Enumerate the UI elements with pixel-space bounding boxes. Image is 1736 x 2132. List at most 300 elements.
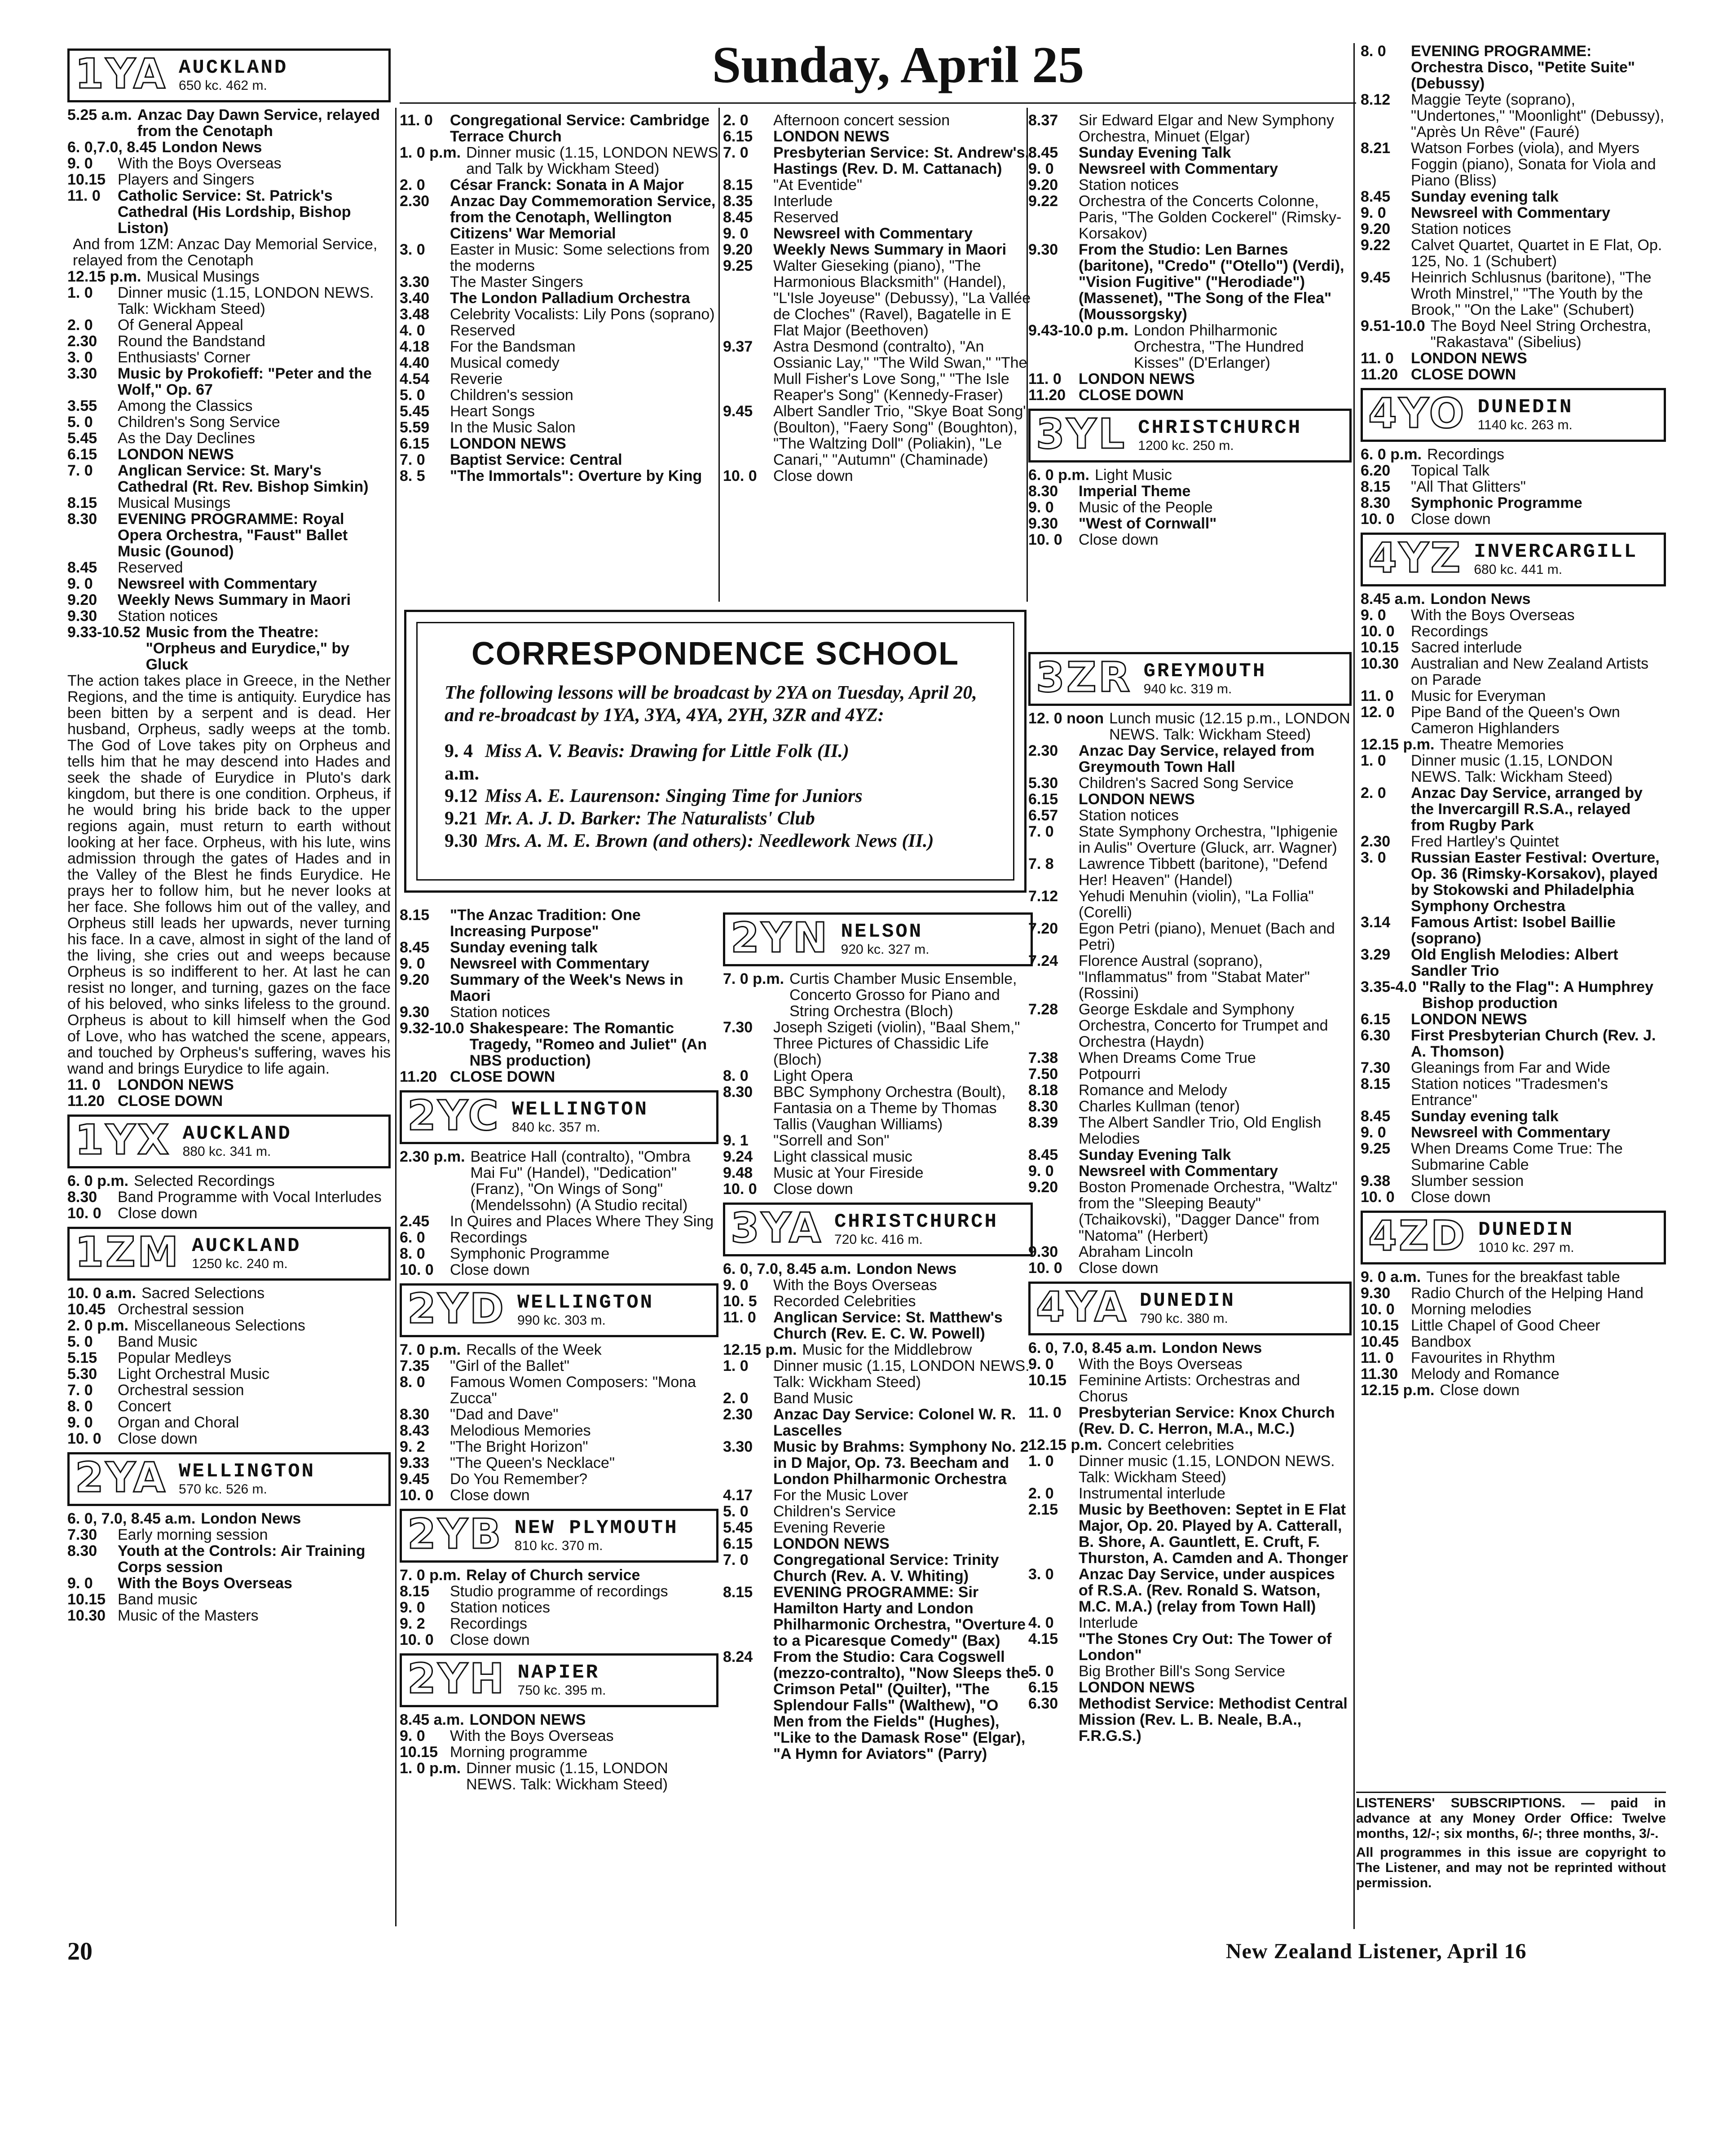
station-frequency: 880 kc. 341 m. bbox=[182, 1144, 271, 1159]
programme-time: 8.30 bbox=[67, 1189, 97, 1206]
programme-time: 9. 0 bbox=[1361, 204, 1386, 221]
programme-title: London News bbox=[162, 139, 262, 156]
programme-title: With the Boys Overseas bbox=[1079, 1356, 1243, 1373]
station-call-sign: 4YO bbox=[1368, 389, 1466, 437]
programme-entry bbox=[723, 193, 1033, 209]
programme-entry bbox=[1361, 92, 1666, 140]
programme-time: 6.15 bbox=[1028, 1679, 1058, 1696]
programme-title: Recalls of the Week bbox=[466, 1341, 602, 1358]
station-frequency: 1010 kc. 297 m. bbox=[1478, 1240, 1574, 1255]
programme-entry bbox=[723, 1309, 1033, 1342]
programme-entry bbox=[400, 436, 718, 452]
programme-time: 1. 0 p.m. bbox=[400, 1760, 461, 1777]
programme-time: 11. 0 bbox=[67, 1076, 101, 1093]
programme-entry bbox=[723, 177, 1033, 193]
programme-time: 7.35 bbox=[400, 1357, 430, 1374]
programme-time: 12.15 p.m. bbox=[1361, 1382, 1435, 1399]
programme-title: LONDON NEWS bbox=[1411, 1011, 1527, 1028]
station-frequency: 1140 kc. 263 m. bbox=[1477, 418, 1573, 432]
programme-title: Radio Church of the Helping Hand bbox=[1411, 1285, 1643, 1302]
programme-title: "West of Cornwall" bbox=[1079, 515, 1217, 532]
programme-entry bbox=[1361, 1366, 1666, 1382]
programme-title: Sir Edward Elgar and New Symphony Orchestra, Minuet (Elgar) bbox=[1079, 112, 1334, 145]
programme-entry bbox=[67, 495, 391, 511]
programme-title: "All That Glitters" bbox=[1411, 478, 1526, 495]
programme-title: With the Boys Overseas bbox=[118, 1575, 292, 1592]
programme-time: 11. 0 bbox=[1028, 1404, 1062, 1421]
programme-title: London Philharmonic Orchestra, "The Hundred Kisses" (D'Erlanger) bbox=[1134, 322, 1304, 371]
programme-title: Station notices bbox=[1411, 220, 1511, 238]
programme-time: 9.30 bbox=[1361, 1285, 1391, 1302]
programme-title: State Symphony Orchestra, "Iphigenie in Aulis" Overture (Gluck, arr. Wagner) bbox=[1079, 823, 1338, 856]
programme-entry bbox=[1028, 242, 1352, 322]
programme-entry bbox=[1361, 1173, 1666, 1189]
programme-entry bbox=[400, 387, 718, 403]
programme-title: Symphonic Programme bbox=[1411, 494, 1582, 511]
station-logo-1ya bbox=[67, 48, 391, 102]
programme-title: Walter Gieseking (piano), "The Harmonious Blacksmith" (Handel), "L'Isle Joyeuse" (Debussy), "La Vallée de Cloches" (Ravel), Bagatelle in E Flat Major (Beethoven) bbox=[773, 257, 1031, 339]
schedule-2yc bbox=[400, 1149, 718, 1278]
programme-time: 8.45 a.m. bbox=[400, 1711, 464, 1728]
programme-entry bbox=[67, 446, 391, 463]
programme-time: 2. 0 bbox=[1028, 1485, 1054, 1502]
programme-entry bbox=[1361, 656, 1666, 688]
programme-entry bbox=[400, 355, 718, 371]
programme-entry bbox=[400, 193, 718, 242]
programme-entry bbox=[400, 177, 718, 193]
programme-time: 6.15 bbox=[67, 446, 97, 463]
programme-title: Close down bbox=[118, 1430, 198, 1447]
programme-time: 5.30 bbox=[67, 1366, 97, 1383]
programme-entry bbox=[67, 1382, 391, 1398]
programme-entry bbox=[1361, 914, 1666, 947]
column-2-lower bbox=[400, 907, 718, 1793]
programme-time: 6. 0 p.m. bbox=[1028, 467, 1090, 484]
programme-entry bbox=[723, 1584, 1033, 1649]
station-logo-4yz bbox=[1361, 533, 1666, 586]
programme-time: 9.37 bbox=[723, 338, 753, 355]
programme-title: Gleanings from Far and Wide bbox=[1411, 1059, 1611, 1076]
programme-time: 9.32-10.0 bbox=[400, 1020, 464, 1037]
programme-title: Newsreel with Commentary bbox=[773, 225, 973, 242]
station-frequency: 750 kc. 395 m. bbox=[517, 1683, 606, 1698]
programme-time: 7.30 bbox=[1361, 1059, 1391, 1076]
programme-entry bbox=[1028, 1437, 1352, 1453]
programme-title: Sunday evening talk bbox=[1411, 188, 1559, 205]
programme-time: 6.15 bbox=[400, 435, 430, 452]
programme-time: 7. 0 bbox=[1028, 823, 1054, 840]
programme-entry bbox=[1028, 1147, 1352, 1163]
programme-entry bbox=[1361, 269, 1666, 318]
programme-entry bbox=[400, 419, 718, 436]
programme-entry bbox=[723, 1536, 1033, 1552]
programme-time: 8. 0 bbox=[1361, 43, 1386, 60]
programme-entry bbox=[400, 1004, 718, 1020]
programme-title: Among the Classics bbox=[118, 397, 253, 414]
programme-entry bbox=[1028, 856, 1352, 888]
programme-entry bbox=[400, 1728, 718, 1744]
programme-time: 11. 0 bbox=[1028, 370, 1062, 388]
programme-time: 6. 0, 7.0, 8.45 a.m. bbox=[67, 1510, 196, 1527]
programme-title: Early morning session bbox=[118, 1526, 268, 1543]
programme-entry bbox=[723, 1293, 1033, 1309]
station-logo-2yn bbox=[723, 912, 1033, 966]
programme-entry bbox=[1028, 1244, 1352, 1260]
lesson-title: Miss A. E. Laurenson: Singing Time for Juniors bbox=[485, 786, 863, 806]
programme-time: 9.43-10.0 p.m. bbox=[1028, 322, 1129, 339]
programme-entry bbox=[1361, 1317, 1666, 1334]
station-city: DUNEDIN bbox=[1478, 1219, 1574, 1241]
station-logo-3zr bbox=[1028, 652, 1352, 706]
programme-title: Anzac Day Service: Colonel W. R. Lascelles bbox=[773, 1406, 1016, 1439]
programme-title: Children's Song Service bbox=[118, 414, 280, 431]
programme-entry bbox=[67, 430, 391, 446]
programme-title: Anzac Day Service, relayed from Greymouth Town Hall bbox=[1079, 742, 1315, 775]
programme-entry bbox=[400, 1487, 718, 1503]
programme-entry bbox=[723, 1068, 1033, 1084]
programme-entry bbox=[67, 1350, 391, 1366]
lesson-list bbox=[445, 740, 986, 852]
station-call-sign: 4YA bbox=[1036, 1283, 1128, 1331]
programme-entry bbox=[723, 1552, 1033, 1584]
programme-entry bbox=[67, 333, 391, 349]
schedule-3ya-continued bbox=[1028, 112, 1352, 403]
programme-title: Lawrence Tibbett (baritone), "Defend Her! Heaven" (Handel) bbox=[1079, 855, 1328, 889]
programme-title: When Dreams Come True: The Submarine Cable bbox=[1411, 1140, 1623, 1173]
programme-entry bbox=[1361, 318, 1666, 350]
programme-entry bbox=[400, 1342, 718, 1358]
programme-entry bbox=[723, 1439, 1033, 1487]
programme-title: Music of the People bbox=[1079, 499, 1213, 516]
programme-title: Sunday Evening Talk bbox=[1079, 1146, 1231, 1163]
programme-time: 5. 0 bbox=[723, 1503, 749, 1520]
programme-time: 9.24 bbox=[723, 1148, 753, 1165]
programme-title: Music by Prokofieff: "Peter and the Wolf," Op. 67 bbox=[118, 365, 372, 398]
programme-title: Band music bbox=[118, 1591, 198, 1608]
programme-title: Calvet Quartet, Quartet in E Flat, Op. 125, No. 1 (Schubert) bbox=[1411, 237, 1662, 270]
programme-time: 10. 0 bbox=[400, 1487, 434, 1504]
programme-time: 11. 0 bbox=[723, 1309, 756, 1326]
programme-entry bbox=[1028, 1050, 1352, 1066]
programme-title: LONDON NEWS bbox=[118, 446, 234, 463]
programme-title: Musical comedy bbox=[450, 354, 560, 371]
programme-title: Romance and Melody bbox=[1079, 1082, 1227, 1099]
schedule-1yx bbox=[67, 1173, 391, 1221]
programme-entry bbox=[1028, 807, 1352, 824]
programme-entry bbox=[1361, 1269, 1666, 1285]
programme-entry bbox=[1361, 736, 1666, 753]
programme-entry bbox=[400, 1246, 718, 1262]
programme-entry bbox=[67, 1334, 391, 1350]
programme-time: 9.30 bbox=[1028, 1243, 1058, 1260]
programme-time: 9.25 bbox=[1361, 1140, 1391, 1157]
programme-entry bbox=[67, 1366, 391, 1382]
programme-time: 7.24 bbox=[1028, 952, 1058, 969]
programme-entry bbox=[67, 414, 391, 430]
programme-entry bbox=[67, 1301, 391, 1317]
programme-time: 9. 0 bbox=[1028, 160, 1054, 177]
programme-time: 7. 0 bbox=[67, 1382, 93, 1399]
programme-title: "The Bright Horizon" bbox=[450, 1438, 588, 1455]
programme-title: Methodist Service: Methodist Central Mission (Rev. L. B. Neale, B.A., F.R.G.S.) bbox=[1079, 1695, 1348, 1744]
schedule-1ya bbox=[67, 107, 391, 673]
station-frequency: 680 kc. 441 m. bbox=[1474, 562, 1563, 577]
schedule-2yh-continued bbox=[723, 112, 1033, 484]
lesson-time: 9.30 bbox=[445, 831, 478, 851]
programme-time bbox=[67, 236, 73, 269]
programme-entry bbox=[400, 1406, 718, 1423]
station-call-sign: 2YA bbox=[75, 1454, 167, 1502]
programme-title: Recorded Celebrities bbox=[773, 1293, 916, 1310]
schedule-1ya-end bbox=[67, 1077, 391, 1109]
programme-time: 6. 0 p.m. bbox=[1361, 446, 1422, 463]
programme-entry bbox=[723, 1019, 1033, 1068]
schedule-2ya-evening bbox=[400, 907, 718, 1085]
programme-title: Close down bbox=[773, 1181, 853, 1198]
programme-entry bbox=[1361, 623, 1666, 639]
programme-title: Dinner music (1.15, LONDON NEWS. Talk: Wickham Steed) bbox=[773, 1357, 1030, 1391]
programme-time: 4.18 bbox=[400, 338, 430, 355]
programme-time: 3.29 bbox=[1361, 946, 1391, 963]
programme-entry bbox=[1028, 1163, 1352, 1179]
column-rule-2 bbox=[718, 108, 720, 602]
programme-title: Reserved bbox=[773, 209, 839, 226]
programme-title: "Girl of the Ballet" bbox=[450, 1357, 570, 1374]
programme-title: LONDON NEWS bbox=[1411, 350, 1527, 367]
programme-title: Music from the Theatre: "Orpheus and Eurydice," by Gluck bbox=[145, 624, 350, 673]
programme-time: 10. 0 bbox=[67, 1430, 101, 1447]
programme-time: 8.21 bbox=[1361, 140, 1391, 157]
programme-time: 11. 0 bbox=[67, 187, 101, 204]
programme-title: Concert bbox=[118, 1398, 172, 1415]
programme-time: 9.30 bbox=[400, 1004, 430, 1021]
programme-entry bbox=[723, 1649, 1033, 1762]
correspondence-school-heading: CORRESPONDENCE SCHOOL bbox=[471, 636, 960, 672]
programme-title: Fred Hartley's Quintet bbox=[1411, 833, 1559, 850]
programme-entry bbox=[1361, 1141, 1666, 1173]
programme-time: 10.15 bbox=[1361, 639, 1399, 656]
station-logo-3yl bbox=[1028, 409, 1352, 463]
programme-title: Of General Appeal bbox=[118, 317, 243, 334]
column-2-upper bbox=[400, 112, 718, 484]
programme-time: 8.45 bbox=[67, 559, 97, 576]
programme-entry bbox=[1361, 833, 1666, 850]
programme-title: Egon Petri (piano), Menuet (Bach and Petri) bbox=[1079, 920, 1335, 953]
page-title: Sunday, April 25 bbox=[712, 36, 1084, 94]
programme-title: LONDON NEWS bbox=[773, 128, 890, 145]
programme-title: Music for the Middlebrow bbox=[802, 1341, 972, 1358]
programme-title: LONDON NEWS bbox=[1079, 791, 1195, 808]
programme-title: Tunes for the breakfast table bbox=[1426, 1269, 1620, 1286]
programme-time: 1. 0 p.m. bbox=[400, 144, 461, 161]
programme-title: Sunday evening talk bbox=[1411, 1108, 1559, 1125]
programme-time: 9. 2 bbox=[400, 1438, 425, 1455]
programme-title: Children's Service bbox=[773, 1503, 896, 1520]
programme-entry bbox=[1361, 1060, 1666, 1076]
programme-entry bbox=[67, 398, 391, 414]
programme-time: 8.45 a.m. bbox=[1361, 590, 1425, 608]
station-frequency: 1200 kc. 250 m. bbox=[1138, 438, 1234, 453]
programme-title: Close down bbox=[450, 1631, 530, 1648]
programme-time: 8.12 bbox=[1361, 91, 1391, 108]
programme-time: 9.20 bbox=[1028, 176, 1058, 194]
programme-title: The Boyd Neel String Orchestra, "Rakastava" (Sibelius) bbox=[1430, 317, 1651, 351]
programme-time: 6.15 bbox=[1361, 1011, 1391, 1028]
programme-title: Popular Medleys bbox=[118, 1349, 232, 1366]
programme-title: Baptist Service: Central bbox=[450, 451, 622, 468]
programme-title: The Master Singers bbox=[450, 273, 583, 291]
programme-title: CLOSE DOWN bbox=[1079, 387, 1184, 404]
station-logo-4zd bbox=[1361, 1211, 1666, 1264]
programme-entry bbox=[400, 145, 718, 177]
programme-entry bbox=[1028, 112, 1352, 145]
station-city: AUCKLAND bbox=[182, 1123, 292, 1145]
programme-title: "The Immortals": Overture by King bbox=[450, 467, 702, 485]
programme-time: 3. 0 bbox=[400, 241, 425, 258]
programme-entry bbox=[67, 1543, 391, 1575]
programme-entry bbox=[400, 468, 718, 484]
programme-time: 6. 0 p.m. bbox=[67, 1172, 129, 1189]
programme-time: 10. 5 bbox=[723, 1293, 757, 1310]
programme-time: 12.15 p.m. bbox=[67, 268, 141, 285]
programme-entry bbox=[67, 1511, 391, 1527]
programme-entry bbox=[723, 468, 1033, 484]
station-city: AUCKLAND bbox=[192, 1235, 301, 1257]
programme-time: 9.38 bbox=[1361, 1172, 1391, 1189]
programme-entry bbox=[723, 128, 1033, 145]
programme-title: "At Eventide" bbox=[773, 176, 863, 194]
station-call-sign: 1ZM bbox=[75, 1228, 181, 1276]
station-call-sign: 2YH bbox=[407, 1655, 506, 1703]
programme-time: 5.30 bbox=[1028, 775, 1058, 792]
programme-title: Musical Musings bbox=[146, 268, 260, 285]
programme-entry bbox=[1028, 145, 1352, 161]
programme-time: 8.30 bbox=[723, 1084, 753, 1101]
programme-time: 4. 0 bbox=[400, 322, 425, 339]
programme-entry bbox=[1361, 1108, 1666, 1124]
programme-time: 2.30 bbox=[723, 1406, 753, 1423]
page-footer: New Zealand Listener, April 16 bbox=[1226, 1939, 1527, 1963]
programme-title: Melodious Memories bbox=[450, 1422, 591, 1439]
programme-time: 9. 0 bbox=[67, 1575, 93, 1592]
programme-title: When Dreams Come True bbox=[1079, 1049, 1256, 1066]
programme-title: LONDON NEWS bbox=[118, 1076, 234, 1093]
programme-entry bbox=[400, 371, 718, 387]
programme-time: 3.14 bbox=[1361, 914, 1391, 931]
programme-time: 2. 0 bbox=[67, 317, 93, 334]
schedule-2yh bbox=[400, 1712, 718, 1793]
programme-entry bbox=[67, 1591, 391, 1608]
programme-time: 11. 0 bbox=[1361, 1349, 1394, 1366]
programme-entry bbox=[1028, 824, 1352, 856]
programme-title: Dinner music (1.15, LONDON NEWS. Talk: Wickham Steed) bbox=[118, 284, 374, 317]
programme-time: 8.18 bbox=[1028, 1082, 1058, 1099]
programme-entry bbox=[1361, 704, 1666, 736]
programme-time: 8.30 bbox=[1028, 483, 1058, 500]
programme-entry bbox=[67, 1285, 391, 1301]
programme-time: 2. 0 bbox=[1361, 784, 1386, 802]
programme-time: 9.30 bbox=[1028, 241, 1058, 258]
programme-entry bbox=[1028, 1485, 1352, 1502]
programme-time: 6.15 bbox=[723, 128, 753, 145]
station-logo-4yo bbox=[1361, 388, 1666, 442]
programme-entry bbox=[1028, 1179, 1352, 1244]
programme-time: 7.28 bbox=[1028, 1001, 1058, 1018]
programme-entry bbox=[1361, 850, 1666, 914]
programme-entry bbox=[67, 1527, 391, 1543]
programme-entry bbox=[67, 1205, 391, 1221]
programme-entry bbox=[1361, 366, 1666, 383]
station-city: DUNEDIN bbox=[1140, 1290, 1235, 1312]
programme-entry bbox=[1361, 463, 1666, 479]
programme-entry bbox=[1028, 483, 1352, 499]
programme-entry bbox=[67, 317, 391, 333]
programme-entry bbox=[400, 322, 718, 339]
programme-time: 8.15 bbox=[1361, 1075, 1391, 1092]
programme-entry bbox=[67, 285, 391, 317]
programme-title: Close down bbox=[1079, 531, 1159, 548]
correspondence-school-intro: The following lessons will be broadcast by 2YA on Tuesday, April 20, and re-broadcast by 1YA, 3YA, 4YA, 2YH, 3ZR and 4YZ: bbox=[445, 683, 977, 726]
programme-time: 3.30 bbox=[400, 273, 430, 291]
station-city: CHRISTCHURCH bbox=[1138, 417, 1302, 439]
programme-time: 9. 0 bbox=[67, 1414, 93, 1431]
programme-time: 8.45 bbox=[723, 209, 753, 226]
programme-title: Boston Promenade Orchestra, "Waltz" from the "Sleeping Beauty" (Tchaikovski), "Dagger Dance" from "Natoma" (Herbert) bbox=[1079, 1179, 1338, 1244]
programme-title: Relay of Church service bbox=[466, 1567, 640, 1584]
programme-title: Anglican Service: St. Matthew's Church (Rev. E. C. W. Powell) bbox=[773, 1309, 1003, 1342]
programme-title: Morning programme bbox=[450, 1744, 588, 1761]
programme-entry bbox=[723, 225, 1033, 242]
schedule-4zd bbox=[1361, 1269, 1666, 1398]
programme-time: 5. 0 bbox=[1028, 1663, 1054, 1680]
programme-title: Abraham Lincoln bbox=[1079, 1243, 1194, 1260]
programme-title: Big Brother Bill's Song Service bbox=[1079, 1663, 1286, 1680]
programme-title: Joseph Szigeti (violin), "Baal Shem," Three Pictures of Chassidic Life (Bloch) bbox=[773, 1019, 1020, 1068]
programme-time: 2.30 bbox=[1361, 833, 1391, 850]
programme-title: Youth at the Controls: Air Training Corps session bbox=[118, 1542, 366, 1576]
programme-time: 7.20 bbox=[1028, 920, 1058, 937]
programme-entry bbox=[67, 1575, 391, 1591]
programme-title: BBC Symphony Orchestra (Boult), Fantasia on a Theme by Thomas Tallis (Vaughan Williams) bbox=[773, 1084, 1006, 1133]
station-city: WELLINGTON bbox=[511, 1098, 648, 1121]
programme-time: 9. 0 bbox=[67, 575, 93, 592]
programme-time: 8.30 bbox=[1028, 1098, 1058, 1115]
programme-entry bbox=[67, 172, 391, 188]
programme-time: 5. 0 bbox=[67, 414, 93, 431]
programme-time: 7.12 bbox=[1028, 888, 1058, 905]
programme-title: Organ and Choral bbox=[118, 1414, 239, 1431]
programme-entry bbox=[1028, 921, 1352, 953]
programme-time: 10.15 bbox=[400, 1744, 438, 1761]
lesson-time: 9.12 bbox=[445, 786, 478, 806]
programme-title: Music of the Masters bbox=[118, 1607, 259, 1624]
programme-title: Recordings bbox=[1411, 623, 1488, 640]
column-5 bbox=[1361, 43, 1666, 1398]
programme-title: Recordings bbox=[450, 1615, 527, 1632]
programme-entry bbox=[1028, 532, 1352, 548]
programme-entry bbox=[1361, 446, 1666, 463]
programme-entry bbox=[1361, 479, 1666, 495]
programme-time: 2. 0 bbox=[723, 112, 749, 129]
programme-entry bbox=[723, 403, 1033, 468]
column-1 bbox=[67, 43, 391, 1624]
programme-title: Orchestral session bbox=[118, 1382, 244, 1399]
programme-entry bbox=[67, 1431, 391, 1447]
programme-entry bbox=[1361, 1285, 1666, 1301]
lesson-title: Mrs. A. M. E. Brown (and others): Needlework News (II.) bbox=[485, 831, 934, 851]
programme-title: From the Studio: Len Barnes (baritone), "Credo" ("Otello") (Verdi), "Vision Fugitive" ("Herodiade") (Massenet), "The Song of the Flea" (Moussorgsky) bbox=[1079, 241, 1344, 323]
programme-time: 12.15 p.m. bbox=[1361, 736, 1435, 753]
